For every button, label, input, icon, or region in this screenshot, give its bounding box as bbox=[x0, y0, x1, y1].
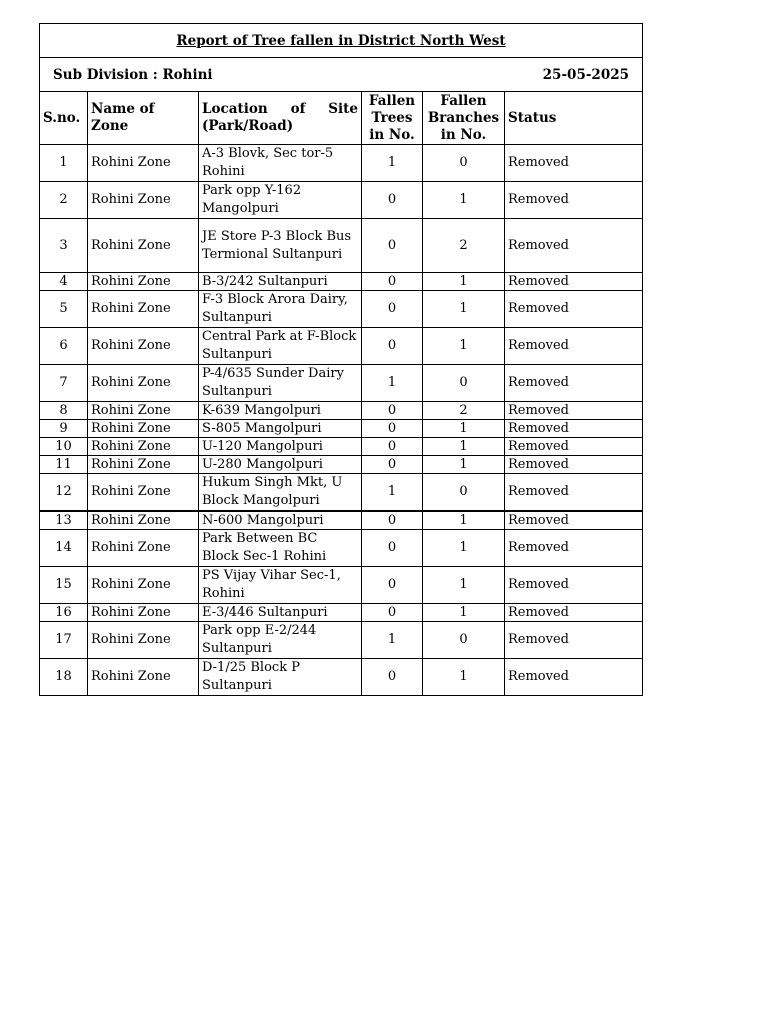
cell-fallen-trees: 0 bbox=[362, 182, 423, 219]
cell-fallen-trees: 0 bbox=[362, 291, 423, 328]
table-row bbox=[40, 604, 643, 622]
cell-fallen-trees: 0 bbox=[362, 273, 423, 291]
table-row bbox=[40, 530, 643, 567]
cell-fallen-branches: 2 bbox=[423, 219, 505, 273]
cell-zone: Rohini Zone bbox=[88, 474, 199, 512]
cell-fallen-trees: 0 bbox=[362, 219, 423, 273]
title-row bbox=[40, 24, 643, 58]
cell-fallen-trees: 0 bbox=[362, 328, 423, 365]
tree-fallen-report-table bbox=[39, 23, 643, 696]
table-row bbox=[40, 474, 643, 512]
cell-zone: Rohini Zone bbox=[88, 273, 199, 291]
cell-sno: 11 bbox=[40, 456, 88, 474]
cell-zone: Rohini Zone bbox=[88, 659, 199, 696]
cell-status: Removed bbox=[505, 420, 643, 438]
cell-zone: Rohini Zone bbox=[88, 402, 199, 420]
cell-sno: 8 bbox=[40, 402, 88, 420]
cell-fallen-trees: 0 bbox=[362, 402, 423, 420]
report-title-cell bbox=[40, 24, 643, 58]
cell-fallen-trees: 0 bbox=[362, 511, 423, 530]
cell-zone: Rohini Zone bbox=[88, 365, 199, 402]
cell-fallen-trees: 0 bbox=[362, 530, 423, 567]
cell-location: P-4/635 Sunder Dairy Sultanpuri bbox=[199, 365, 362, 402]
cell-zone: Rohini Zone bbox=[88, 530, 199, 567]
cell-fallen-trees: 1 bbox=[362, 474, 423, 512]
cell-status: Removed bbox=[505, 291, 643, 328]
cell-fallen-branches: 1 bbox=[423, 438, 505, 456]
cell-location: D-1/25 Block P Sultanpuri bbox=[199, 659, 362, 696]
column-header-sno: S.no. bbox=[40, 92, 88, 145]
cell-status: Removed bbox=[505, 530, 643, 567]
table-row bbox=[40, 273, 643, 291]
cell-location: F-3 Block Arora Dairy, Sultanpuri bbox=[199, 291, 362, 328]
cell-sno: 12 bbox=[40, 474, 88, 512]
cell-status: Removed bbox=[505, 365, 643, 402]
cell-zone: Rohini Zone bbox=[88, 328, 199, 365]
table-row bbox=[40, 291, 643, 328]
cell-fallen-branches: 1 bbox=[423, 511, 505, 530]
cell-location: A-3 Blovk, Sec tor-5 Rohini bbox=[199, 145, 362, 182]
cell-fallen-branches: 1 bbox=[423, 530, 505, 567]
table-row bbox=[40, 456, 643, 474]
table-row bbox=[40, 511, 643, 530]
cell-fallen-trees: 0 bbox=[362, 438, 423, 456]
table-row bbox=[40, 622, 643, 659]
table-row bbox=[40, 328, 643, 365]
cell-zone: Rohini Zone bbox=[88, 567, 199, 604]
cell-status: Removed bbox=[505, 145, 643, 182]
cell-sno: 1 bbox=[40, 145, 88, 182]
cell-fallen-branches: 0 bbox=[423, 474, 505, 512]
cell-status: Removed bbox=[505, 182, 643, 219]
cell-status: Removed bbox=[505, 219, 643, 273]
cell-zone: Rohini Zone bbox=[88, 291, 199, 328]
cell-location: Hukum Singh Mkt, U Block Mangolpuri bbox=[199, 474, 362, 512]
cell-sno: 5 bbox=[40, 291, 88, 328]
cell-status: Removed bbox=[505, 511, 643, 530]
report-date: 25-05-2025 bbox=[542, 66, 630, 83]
cell-fallen-branches: 0 bbox=[423, 145, 505, 182]
cell-location: PS Vijay Vihar Sec-1, Rohini bbox=[199, 567, 362, 604]
cell-location: Park opp E-2/244 Sultanpuri bbox=[199, 622, 362, 659]
cell-status: Removed bbox=[505, 328, 643, 365]
cell-fallen-branches: 0 bbox=[423, 622, 505, 659]
cell-status: Removed bbox=[505, 402, 643, 420]
cell-sno: 17 bbox=[40, 622, 88, 659]
sub-division-row bbox=[40, 58, 643, 92]
cell-fallen-branches: 1 bbox=[423, 291, 505, 328]
cell-sno: 18 bbox=[40, 659, 88, 696]
cell-sno: 6 bbox=[40, 328, 88, 365]
cell-sno: 2 bbox=[40, 182, 88, 219]
cell-status: Removed bbox=[505, 474, 643, 512]
table-row bbox=[40, 420, 643, 438]
table-row bbox=[40, 659, 643, 696]
column-header-fallen-trees: Fallen Trees in No. bbox=[362, 92, 423, 145]
cell-sno: 14 bbox=[40, 530, 88, 567]
cell-zone: Rohini Zone bbox=[88, 456, 199, 474]
cell-zone: Rohini Zone bbox=[88, 420, 199, 438]
cell-fallen-branches: 2 bbox=[423, 402, 505, 420]
cell-location: K-639 Mangolpuri bbox=[199, 402, 362, 420]
cell-location: B-3/242 Sultanpuri bbox=[199, 273, 362, 291]
cell-fallen-branches: 1 bbox=[423, 567, 505, 604]
cell-fallen-trees: 1 bbox=[362, 365, 423, 402]
cell-zone: Rohini Zone bbox=[88, 511, 199, 530]
cell-location: E-3/446 Sultanpuri bbox=[199, 604, 362, 622]
header-row bbox=[40, 92, 643, 145]
cell-zone: Rohini Zone bbox=[88, 145, 199, 182]
cell-fallen-trees: 0 bbox=[362, 567, 423, 604]
cell-location: N-600 Mangolpuri bbox=[199, 511, 362, 530]
cell-zone: Rohini Zone bbox=[88, 438, 199, 456]
cell-zone: Rohini Zone bbox=[88, 604, 199, 622]
cell-fallen-branches: 0 bbox=[423, 365, 505, 402]
cell-status: Removed bbox=[505, 273, 643, 291]
sub-division-cell bbox=[40, 58, 643, 92]
cell-status: Removed bbox=[505, 604, 643, 622]
cell-fallen-trees: 0 bbox=[362, 420, 423, 438]
cell-fallen-branches: 1 bbox=[423, 659, 505, 696]
cell-fallen-branches: 1 bbox=[423, 328, 505, 365]
cell-status: Removed bbox=[505, 456, 643, 474]
report-title: Report of Tree fallen in District North West bbox=[176, 32, 506, 49]
column-header-status: Status bbox=[505, 92, 643, 145]
table-row bbox=[40, 438, 643, 456]
table-row bbox=[40, 567, 643, 604]
cell-location: U-120 Mangolpuri bbox=[199, 438, 362, 456]
cell-sno: 10 bbox=[40, 438, 88, 456]
cell-location: S-805 Mangolpuri bbox=[199, 420, 362, 438]
cell-fallen-trees: 1 bbox=[362, 622, 423, 659]
cell-status: Removed bbox=[505, 622, 643, 659]
cell-fallen-branches: 1 bbox=[423, 182, 505, 219]
cell-status: Removed bbox=[505, 567, 643, 604]
cell-sno: 16 bbox=[40, 604, 88, 622]
cell-sno: 13 bbox=[40, 511, 88, 530]
cell-fallen-trees: 0 bbox=[362, 456, 423, 474]
cell-fallen-branches: 1 bbox=[423, 604, 505, 622]
cell-fallen-branches: 1 bbox=[423, 456, 505, 474]
cell-location: JE Store P-3 Block Bus Termional Sultanpuri bbox=[199, 219, 362, 273]
cell-fallen-branches: 1 bbox=[423, 420, 505, 438]
table-row bbox=[40, 402, 643, 420]
sub-division-label: Sub Division : Rohini bbox=[53, 66, 213, 83]
cell-fallen-trees: 0 bbox=[362, 604, 423, 622]
cell-sno: 9 bbox=[40, 420, 88, 438]
cell-status: Removed bbox=[505, 438, 643, 456]
cell-fallen-trees: 0 bbox=[362, 659, 423, 696]
cell-location: Park Between BC Block Sec-1 Rohini bbox=[199, 530, 362, 567]
table-row bbox=[40, 145, 643, 182]
cell-status: Removed bbox=[505, 659, 643, 696]
cell-fallen-branches: 1 bbox=[423, 273, 505, 291]
column-header-fallen-branches: Fallen Branches in No. bbox=[423, 92, 505, 145]
cell-sno: 4 bbox=[40, 273, 88, 291]
cell-zone: Rohini Zone bbox=[88, 182, 199, 219]
cell-sno: 7 bbox=[40, 365, 88, 402]
cell-zone: Rohini Zone bbox=[88, 219, 199, 273]
table-row bbox=[40, 182, 643, 219]
cell-zone: Rohini Zone bbox=[88, 622, 199, 659]
cell-sno: 15 bbox=[40, 567, 88, 604]
table-row bbox=[40, 365, 643, 402]
cell-fallen-trees: 1 bbox=[362, 145, 423, 182]
cell-sno: 3 bbox=[40, 219, 88, 273]
cell-location: U-280 Mangolpuri bbox=[199, 456, 362, 474]
table-row bbox=[40, 219, 643, 273]
cell-location: Central Park at F-Block Sultanpuri bbox=[199, 328, 362, 365]
column-header-location: Location of Site (Park/Road) bbox=[199, 92, 362, 145]
cell-location: Park opp Y-162 Mangolpuri bbox=[199, 182, 362, 219]
column-header-zone: Name of Zone bbox=[88, 92, 199, 145]
